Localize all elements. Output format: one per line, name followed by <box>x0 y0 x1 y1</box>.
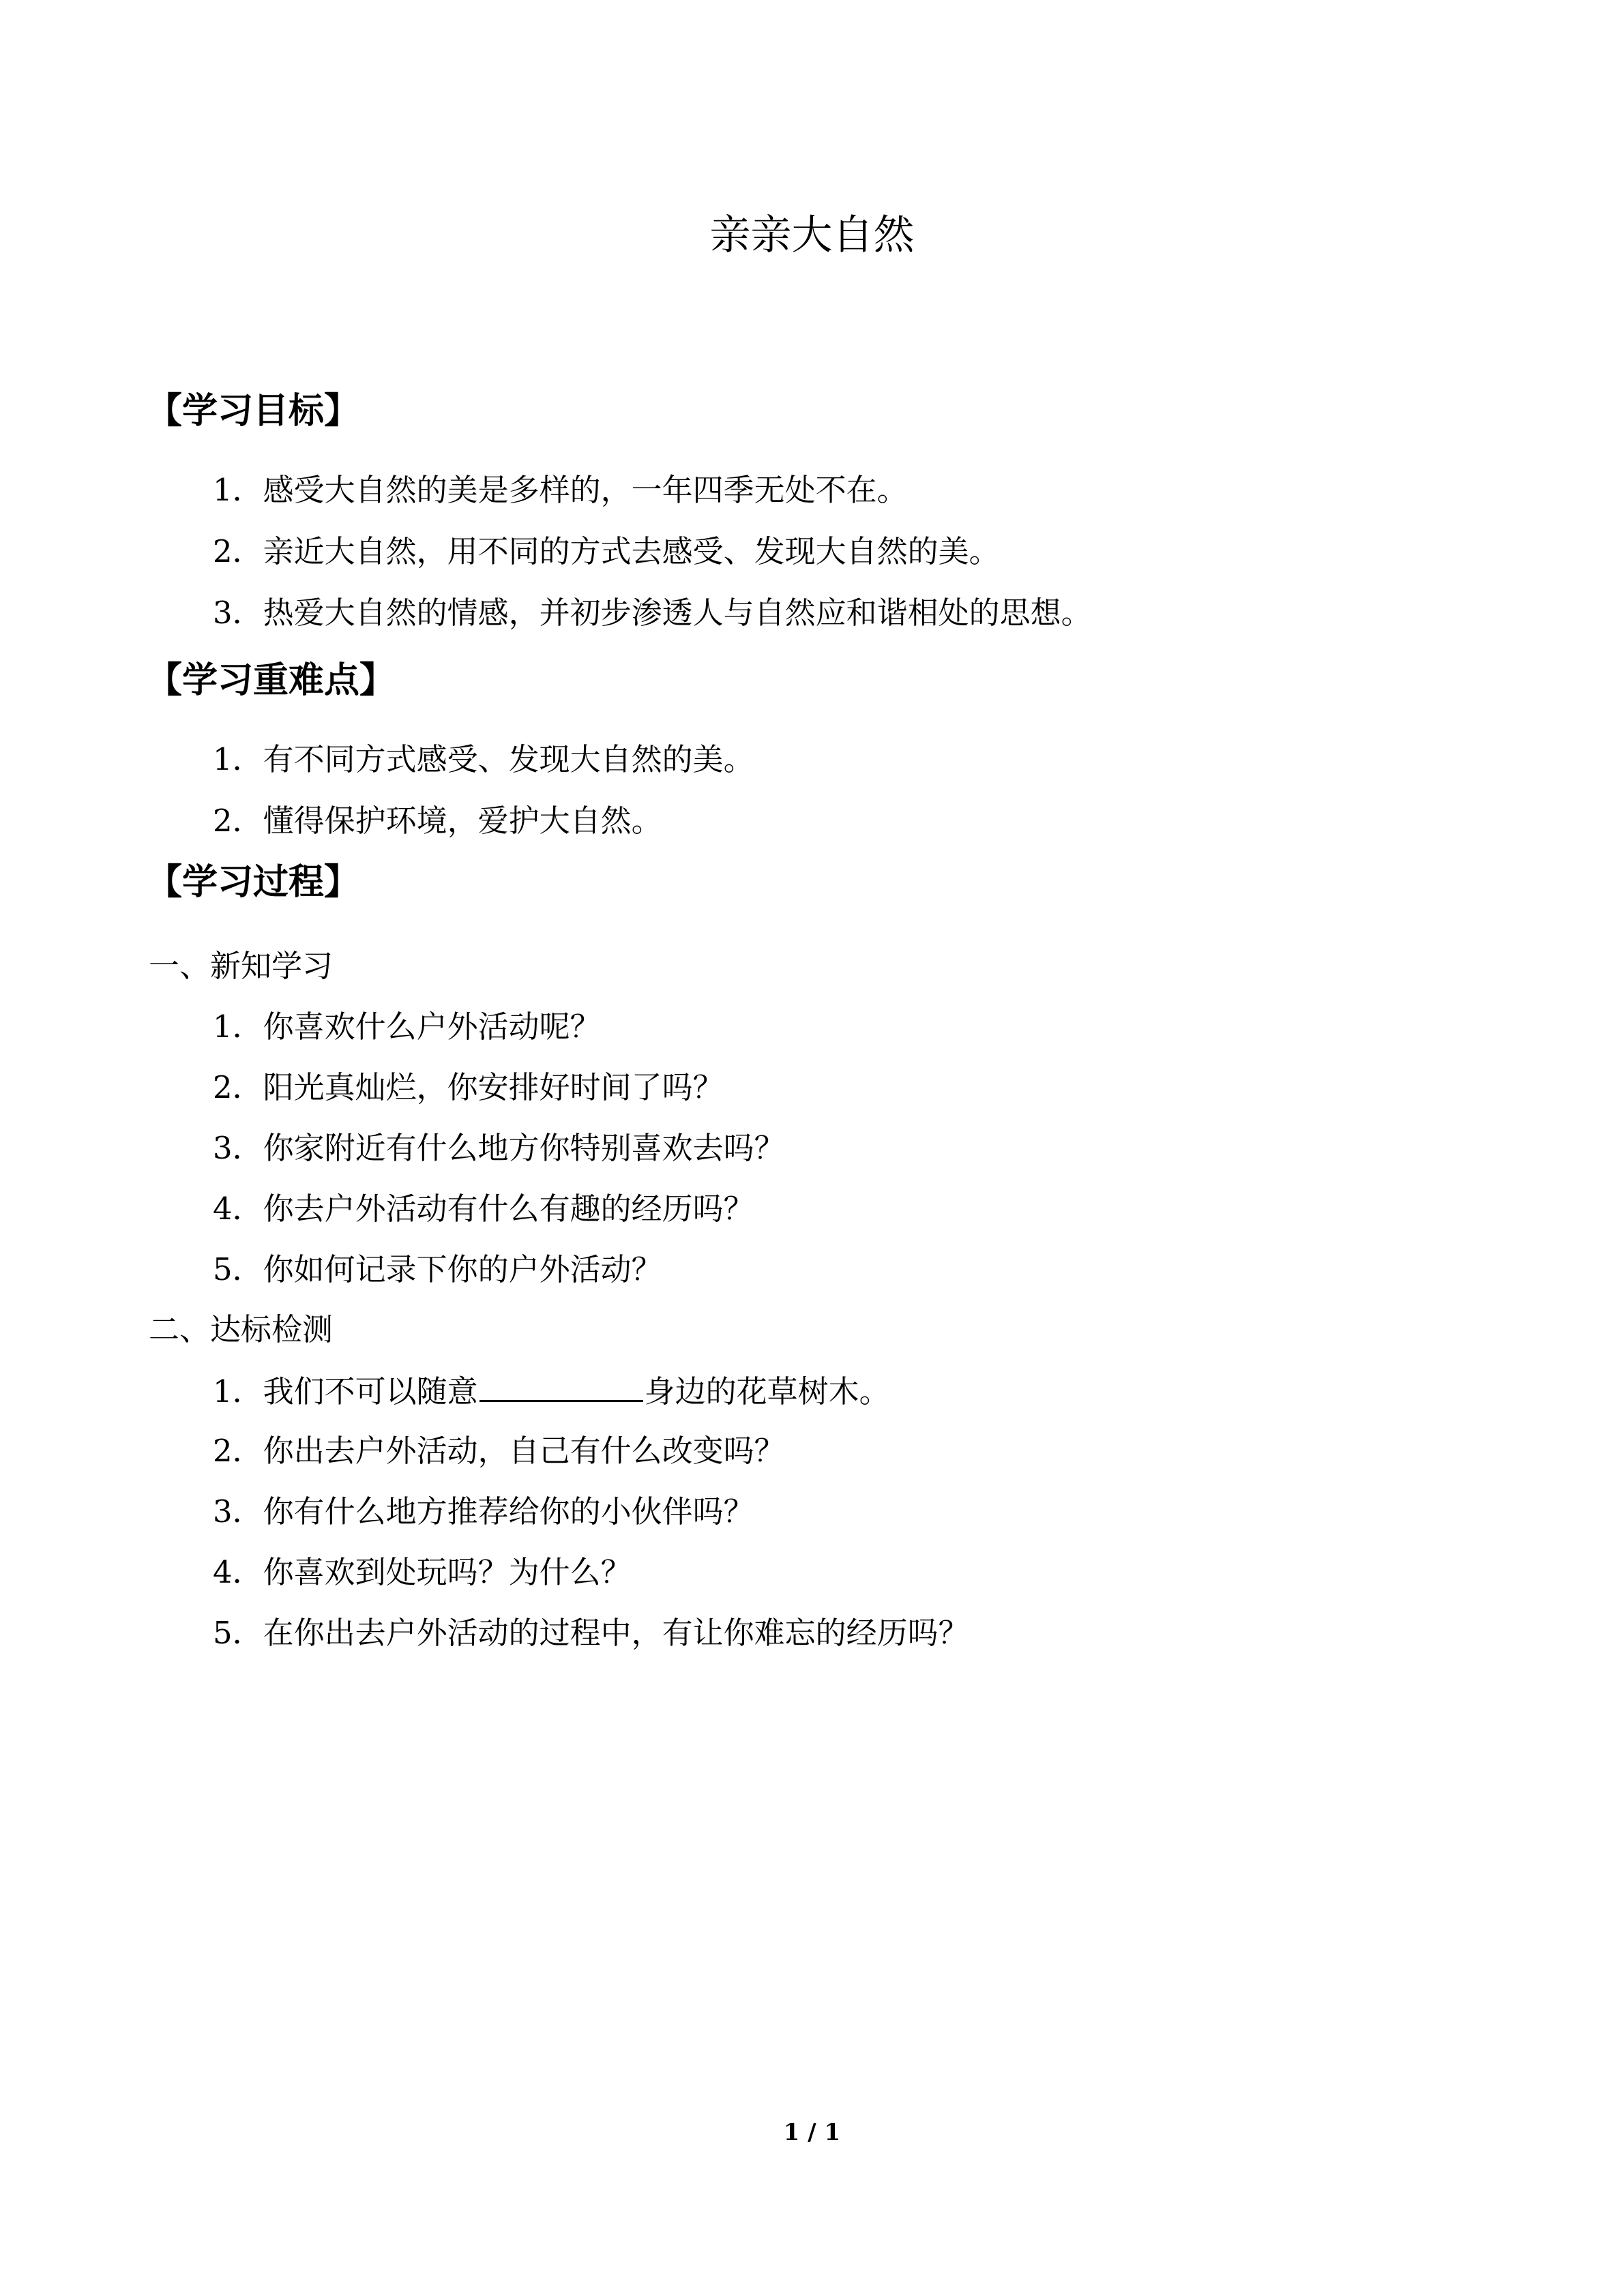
new-knowledge-item-5: 5．你如何记录下你的户外活动？ <box>213 1251 662 1287</box>
objective-item-1: 1．感受大自然的美是多样的，一年四季无处不在。 <box>213 472 908 508</box>
section-heading-process: 【学习过程】 <box>147 862 360 903</box>
section-heading-key-points: 【学习重难点】 <box>147 660 396 701</box>
page-number: 1 / 1 <box>783 2119 841 2146</box>
document-title: 亲亲大自然 <box>709 211 915 259</box>
key-point-item-1: 1．有不同方式感受、发现大自然的美。 <box>213 741 754 777</box>
fill-item-after: 身边的花草树木。 <box>644 1373 890 1410</box>
key-point-item-2: 2．懂得保护环境，爱护大自然。 <box>213 803 662 839</box>
new-knowledge-item-2: 2．阳光真灿烂，你安排好时间了吗？ <box>213 1069 724 1105</box>
new-knowledge-item-1: 1．你喜欢什么户外活动呢？ <box>213 1009 601 1045</box>
assessment-fill-item <box>213 1370 890 1412</box>
assessment-item-4: 4．你喜欢到处玩吗？为什么？ <box>213 1554 632 1590</box>
part-heading-new-knowledge: 一、新知学习 <box>149 948 334 984</box>
new-knowledge-item-3: 3．你家附近有什么地方你特别喜欢去吗？ <box>213 1130 785 1166</box>
new-knowledge-item-4: 4．你去户外活动有什么有趣的经历吗？ <box>213 1191 754 1227</box>
objective-item-2: 2．亲近大自然，用不同的方式去感受、发现大自然的美。 <box>213 533 1000 569</box>
fill-item-before: 1．我们不可以随意 <box>213 1373 478 1410</box>
fill-in-blank <box>479 1370 643 1402</box>
section-heading-objectives: 【学习目标】 <box>147 391 360 432</box>
assessment-item-5: 5．在你出去户外活动的过程中，有让你难忘的经历吗？ <box>213 1615 969 1651</box>
assessment-item-3: 3．你有什么地方推荐给你的小伙伴吗？ <box>213 1493 754 1530</box>
objective-item-3: 3．热爱大自然的情感，并初步渗透人与自然应和谐相处的思想。 <box>213 595 1092 631</box>
assessment-item-2: 2．你出去户外活动，自己有什么改变吗？ <box>213 1433 785 1469</box>
part-heading-assessment: 二、达标检测 <box>149 1311 334 1347</box>
